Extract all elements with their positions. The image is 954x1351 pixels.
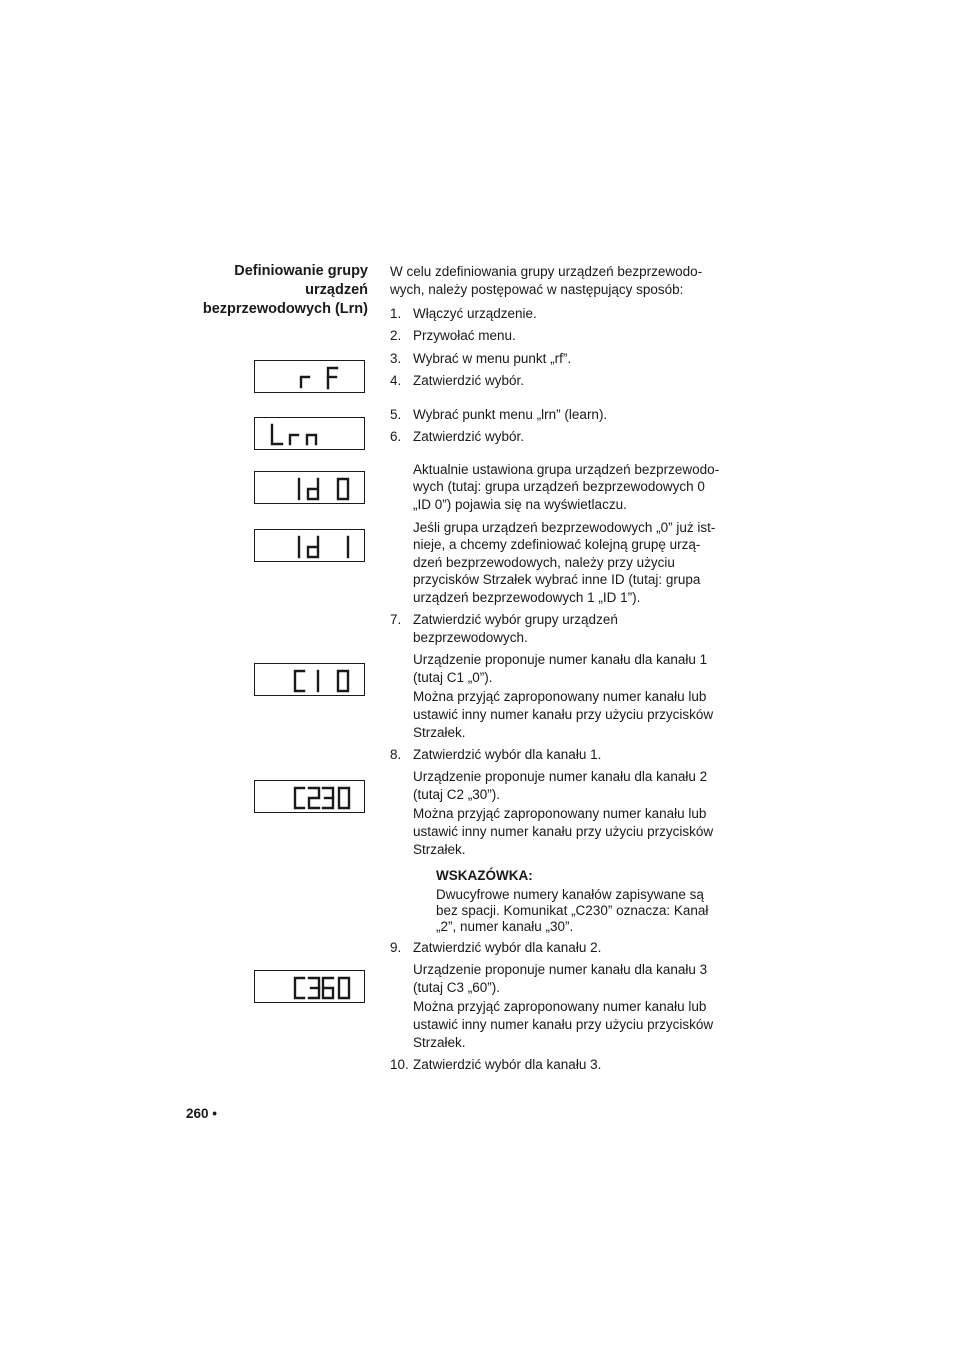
lcd-display-c230 (254, 780, 365, 813)
step-4-text: Zatwierdzić wybór. (413, 373, 525, 388)
paragraph-line: Strzałek. (413, 1035, 466, 1050)
step-3-number: 3. (390, 351, 402, 366)
step-5-text: Wybrać punkt menu „lrn” (learn). (413, 407, 608, 422)
paragraph-line: Aktualnie ustawiona grupa urządzeń bezprzewodo- (413, 462, 720, 477)
step-10-text: Zatwierdzić wybór dla kanału 3. (413, 1057, 602, 1072)
heading-line-1: Definiowanie grupy (234, 263, 368, 279)
lcd-display-id1 (254, 529, 365, 562)
paragraph-line: (tutaj C2 „30”). (413, 787, 501, 802)
paragraph-line: Jeśli grupa urządzeń bezprzewodowych „0” już ist- (413, 520, 716, 535)
lcd-display-c360 (254, 970, 365, 1003)
step-5-number: 5. (390, 407, 402, 422)
paragraph-line: ustawić inny numer kanału przy użyciu przycisków (413, 707, 714, 722)
paragraph-line: ustawić inny numer kanału przy użyciu przycisków (413, 1017, 714, 1032)
step-7-text-cont: bezprzewodowych. (413, 630, 528, 645)
step-4-number: 4. (390, 373, 402, 388)
note-line: bez spacji. Komunikat „C230” oznacza: Kanał (436, 903, 709, 918)
page-number: 260 • (186, 1106, 218, 1121)
lcd-display-id0 (254, 471, 365, 504)
step-9-number: 9. (390, 940, 402, 955)
step-8-text: Zatwierdzić wybór dla kanału 1. (413, 747, 602, 762)
lcd-display-rf (254, 360, 365, 393)
paragraph-line: Strzałek. (413, 725, 466, 740)
lcd-display-lrn (254, 417, 365, 450)
step-1-number: 1. (390, 306, 402, 321)
step-8-number: 8. (390, 747, 402, 762)
note-line: „2”, numer kanału „30”. (436, 919, 574, 934)
intro-line-1: W celu zdefiniowania grupy urządzeń bezprzewodo- (390, 264, 703, 279)
paragraph-line: nieje, a chcemy zdefiniować kolejną grupę urzą- (413, 537, 701, 552)
heading-line-2: urządzeń (305, 282, 368, 298)
section-heading (150, 262, 368, 319)
step-2-number: 2. (390, 328, 402, 343)
paragraph-line: (tutaj C3 „60”). (413, 980, 501, 995)
paragraph-line: dzeń bezprzewodowych, należy przy użyciu (413, 555, 675, 570)
note-line: Dwucyfrowe numery kanałów zapisywane są (436, 887, 704, 902)
step-7-text: Zatwierdzić wybór grupy urządzeń (413, 612, 618, 627)
paragraph-line: Można przyjąć zaproponowany numer kanału lub (413, 999, 707, 1014)
paragraph-line: Strzałek. (413, 842, 466, 857)
paragraph-line: Można przyjąć zaproponowany numer kanału lub (413, 689, 707, 704)
paragraph-line: przycisków Strzałek wybrać inne ID (tutaj: grupa (413, 572, 701, 587)
paragraph-line: wych (tutaj: grupa urządzeń bezprzewodowych 0 (413, 479, 705, 494)
paragraph-line: (tutaj C1 „0”). (413, 670, 493, 685)
paragraph-line: Urządzenie proponuje numer kanału dla kanału 2 (413, 769, 708, 784)
paragraph-line: Urządzenie proponuje numer kanału dla kanału 1 (413, 652, 708, 667)
step-7-number: 7. (390, 612, 402, 627)
paragraph-line: Można przyjąć zaproponowany numer kanału lub (413, 806, 707, 821)
heading-line-3: bezprzewodowych (Lrn) (202, 301, 368, 317)
paragraph-line: urządzeń bezprzewodowych 1 „ID 1”). (413, 590, 641, 605)
lcd-display-c1-0 (254, 663, 365, 696)
step-9-text: Zatwierdzić wybór dla kanału 2. (413, 940, 602, 955)
paragraph-line: ustawić inny numer kanału przy użyciu przycisków (413, 824, 714, 839)
step-2-text: Przywołać menu. (413, 328, 516, 343)
note-title: WSKAZÓWKA: (436, 868, 533, 883)
paragraph-line: „ID 0”) pojawia się na wyświetlaczu. (413, 497, 627, 512)
step-6-number: 6. (390, 429, 402, 444)
intro-line-2: wych, należy postępować w następujący sposób: (390, 282, 684, 297)
paragraph-line: Urządzenie proponuje numer kanału dla kanału 3 (413, 962, 708, 977)
step-10-number: 10. (390, 1057, 409, 1072)
step-1-text: Włączyć urządzenie. (413, 306, 537, 321)
step-3-text: Wybrać w menu punkt „rf”. (413, 351, 572, 366)
step-6-text: Zatwierdzić wybór. (413, 429, 525, 444)
